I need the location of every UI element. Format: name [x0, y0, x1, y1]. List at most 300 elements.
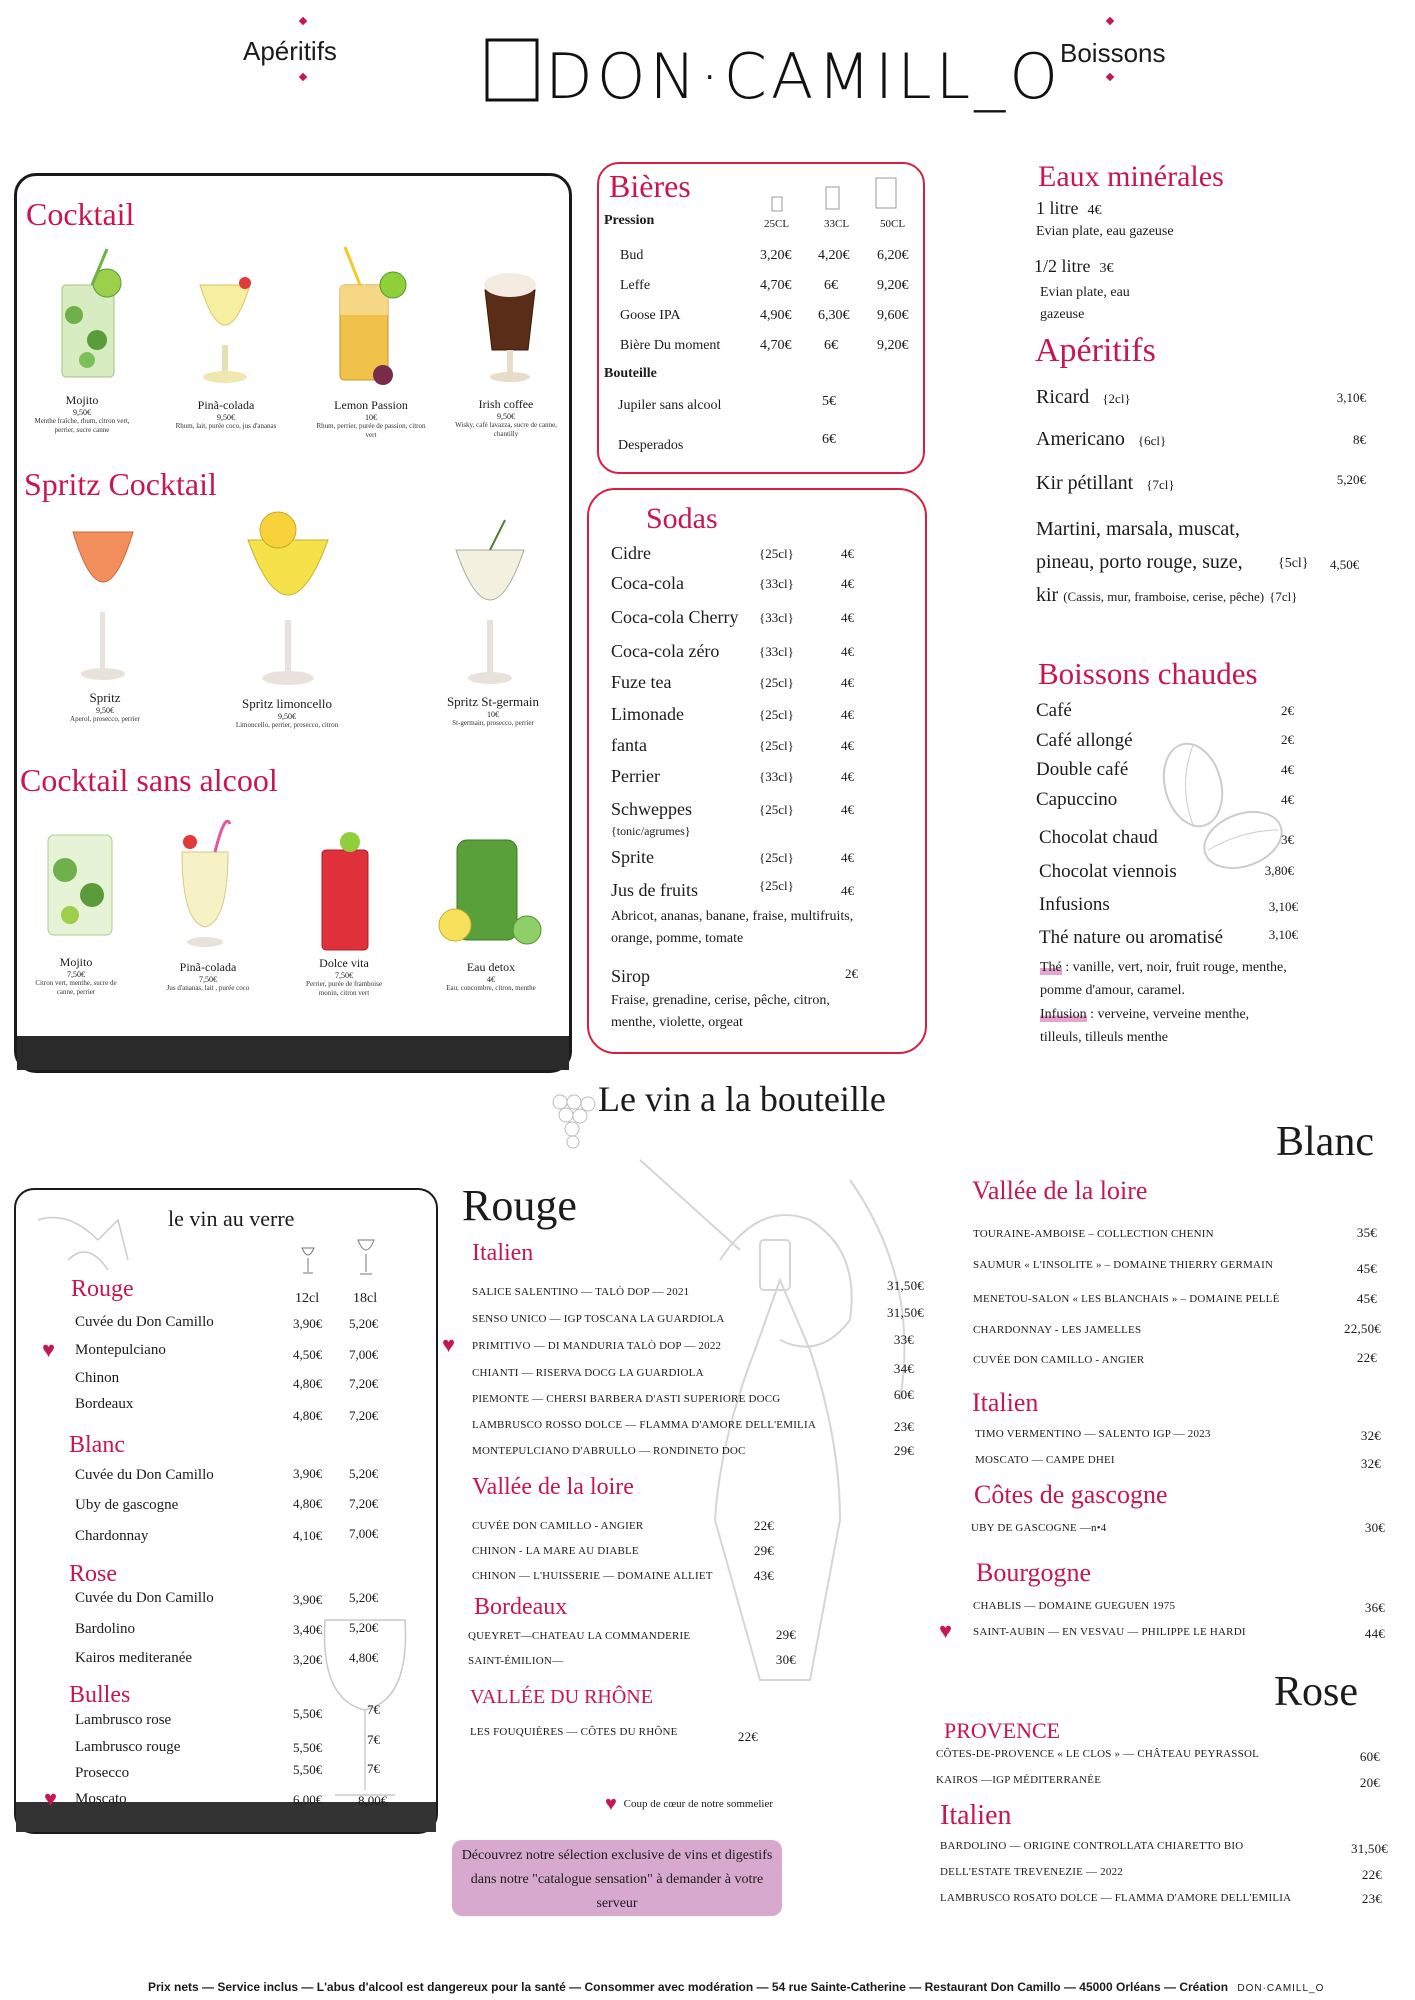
wine-name: TIMO VERMENTINO — SALENTO IGP — 2023 — [975, 1428, 1211, 1440]
soda-price: 4€ — [841, 546, 854, 561]
beer-price: 4,90€ — [760, 308, 792, 323]
soda-name: Coca-cola Cherry — [611, 607, 739, 627]
wine-row — [973, 1259, 1381, 1293]
wine-name: Cuvée du Don Camillo — [75, 1467, 214, 1483]
wine-name: CÔTES-DE-PROVENCE « LE CLOS » — CHÂTEAU PEYRASSOL — [936, 1748, 1260, 1760]
aperitif-price: 3,10€ — [1336, 390, 1366, 405]
bottle-price: 5€ — [822, 394, 836, 409]
soda-name: fanta — [611, 735, 647, 755]
price-18: 7,00€ — [349, 1526, 379, 1541]
wine-price: 29€ — [775, 1627, 796, 1642]
spritz-st-germain-illustration — [450, 520, 530, 690]
col-18cl: 18cl — [353, 1291, 378, 1306]
verre-row — [40, 1528, 400, 1558]
price-12: 3,20€ — [293, 1652, 323, 1667]
beer-name: Goose IPA — [620, 308, 681, 323]
drink-name: Pinã-colada — [179, 960, 237, 974]
drink-price: 9,50€ — [217, 413, 235, 422]
hot-drink-price: 3,80€ — [1264, 863, 1294, 878]
drink-desc: Wisky, café lavazza, sucre de canne, chantilly — [455, 421, 557, 439]
aperitif-name: Kir pétillant — [1036, 472, 1134, 494]
wine-price: 43€ — [753, 1568, 774, 1583]
wine-name: Moscato — [75, 1791, 127, 1807]
the-label: Thé — [1040, 960, 1062, 975]
drink-name: Mojito — [59, 955, 93, 969]
soda-name: Limonade — [611, 704, 684, 724]
beer-price: 4,20€ — [818, 248, 850, 263]
wine-row — [940, 1840, 1388, 1866]
beer-price: 9,20€ — [877, 278, 909, 293]
pression-label: Pression — [604, 213, 655, 228]
verre-row — [40, 1732, 400, 1765]
verre-row — [40, 1314, 400, 1342]
wine-price: 29€ — [893, 1443, 914, 1458]
beer-glass-icon — [824, 185, 844, 211]
verre-row — [40, 1337, 400, 1370]
soda-name: Coca-cola — [611, 573, 684, 593]
beer-row — [620, 308, 920, 338]
drink-desc: Eau, concombre, citron, menthe — [446, 984, 536, 992]
drink-desc: Limoncello, perrier, prosecco, citron — [235, 721, 339, 729]
price-12: 5,50€ — [293, 1762, 323, 1777]
spritz-item — [40, 690, 170, 724]
infusion-desc — [1040, 1003, 1290, 1049]
header-dot — [299, 17, 307, 25]
soda-size: {25cl} — [759, 878, 794, 893]
verre-group-blanc: Blanc — [69, 1432, 125, 1458]
wine-name: Prosecco — [75, 1765, 130, 1781]
price-12: 3,90€ — [293, 1592, 323, 1607]
beer-price: 6€ — [824, 278, 838, 293]
wine-row — [975, 1428, 1381, 1454]
wine-price: 45€ — [1356, 1291, 1377, 1306]
wine-row — [973, 1225, 1381, 1259]
soda-price: 4€ — [841, 802, 854, 817]
wine-row — [468, 1627, 796, 1655]
soda-price: 4€ — [841, 883, 854, 898]
beer-name: Bière Du moment — [620, 338, 721, 353]
footer — [148, 1980, 1324, 1994]
verre-row — [40, 1497, 400, 1528]
cocktail-item — [316, 398, 426, 441]
drink-desc: Jus d'ananas, lait , purée coco — [166, 984, 250, 992]
kir-size: {7cl} — [1269, 589, 1298, 604]
soda-name: Jus de fruits — [611, 880, 698, 900]
blanc-loire-title: Vallée de la loire — [972, 1176, 1148, 1205]
eau-1l-price: 4€ — [1087, 203, 1102, 218]
drink-name: Spritz — [89, 690, 121, 705]
wine-price: 32€ — [1360, 1456, 1381, 1471]
beer-price: 6,20€ — [877, 248, 909, 263]
wine-price: 60€ — [1359, 1749, 1380, 1764]
verre-rows-bulles — [40, 1702, 400, 1819]
rose-provence-list — [936, 1748, 1380, 1800]
wine-row — [470, 1726, 758, 1751]
wine-row — [973, 1350, 1381, 1384]
wine-name: Cuvée du Don Camillo — [75, 1314, 214, 1330]
hot-drink-row — [1036, 927, 1298, 957]
beer-row — [620, 248, 920, 278]
verre-rows-blanc — [40, 1467, 400, 1558]
verre-row — [40, 1702, 400, 1739]
cocktail-item — [34, 393, 130, 436]
aperitif-name: Americano — [1036, 428, 1125, 450]
bieres-title: Bières — [609, 168, 691, 204]
aperitif-row — [1036, 386, 1366, 414]
beer-price: 4,70€ — [760, 278, 792, 293]
logo — [485, 36, 1062, 113]
eaux-title: Eaux minérales — [1038, 160, 1224, 193]
mojito-illustration — [52, 245, 124, 385]
size-33: 33CL — [824, 218, 850, 230]
chaudes-title: Boissons chaudes — [1038, 656, 1258, 691]
drink-name: Spritz St-germain — [446, 694, 540, 709]
wine-price: 45€ — [1356, 1261, 1377, 1276]
wine-name: Montepulciano — [75, 1342, 166, 1358]
bottle-name: Desperados — [618, 438, 684, 453]
heart-icon: ♥ — [44, 1786, 58, 1811]
eau-half-desc: Evian plate, eau gazeuse — [1040, 285, 1130, 322]
rouge-loire-list — [472, 1520, 774, 1595]
price-18: 7€ — [367, 1732, 380, 1747]
hot-drinks-list — [1036, 700, 1298, 957]
wine-row — [472, 1278, 924, 1313]
heart-icon: ♥ — [42, 1337, 56, 1362]
aperitifs-title: Apéritifs — [1035, 332, 1156, 369]
wine-name: TOURAINE-AMBOISE – COLLECTION CHENIN — [973, 1228, 1214, 1240]
soda-row — [611, 641, 911, 672]
the-desc — [1040, 956, 1290, 1002]
hot-drink-name: Café — [1036, 700, 1072, 721]
hot-drink-row — [1036, 894, 1298, 927]
beer-row — [620, 278, 920, 308]
price-12: 4,50€ — [293, 1347, 323, 1362]
wine-glass-12cl-icon — [300, 1246, 316, 1276]
soda-row — [611, 880, 911, 906]
drink-desc: Rhum, perrier, purée de passion, citron vert — [316, 422, 426, 440]
rouge-italien-list — [442, 1278, 924, 1471]
soda-size: {25cl} — [759, 675, 794, 690]
wine-name: CHINON — L'HUISSERIE — DOMAINE ALLIET — [472, 1570, 713, 1582]
soda-size: {25cl} — [759, 802, 794, 817]
price-12: 5,50€ — [293, 1706, 323, 1721]
drink-price: 10€ — [365, 413, 377, 422]
price-18: 8,00€ — [358, 1793, 388, 1808]
rose-italien-list — [940, 1840, 1388, 1918]
kir-desc: (Cassis, mur, framboise, cerise, pêche) — [1063, 589, 1265, 604]
price-18: 4,80€ — [349, 1650, 379, 1665]
drink-name: Pinã-colada — [197, 398, 255, 412]
rose-title: Rose — [1274, 1669, 1358, 1715]
soda-size: {25cl} — [759, 546, 794, 561]
wine-price: 31,50€ — [1351, 1841, 1388, 1856]
soda-price: 4€ — [841, 738, 854, 753]
wine-name: Bardolino — [75, 1621, 135, 1637]
aperitif-row — [1036, 472, 1366, 500]
spritz-item — [428, 694, 558, 728]
logo-text: DON·CAMILL_O — [545, 40, 1062, 113]
hot-drink-price: 3,10€ — [1268, 927, 1298, 942]
wine-name: CHARDONNAY - LES JAMELLES — [973, 1324, 1142, 1336]
blanc-loire-list — [973, 1225, 1381, 1384]
wine-row — [975, 1454, 1381, 1480]
rose-provence-title: PROVENCE — [944, 1718, 1061, 1743]
beer-glass-icon — [770, 195, 786, 213]
heart-icon: ♥ — [939, 1618, 953, 1643]
cocktail-item — [448, 397, 564, 440]
drink-name: Mojito — [65, 393, 99, 407]
heart-icon: ♥ — [605, 1793, 617, 1815]
wine-row — [936, 1748, 1380, 1774]
sirop-desc: Fraise, grenadine, cerise, pêche, citron, menthe, violette, orgeat — [611, 993, 830, 1030]
verre-group-rose: Rose — [69, 1561, 117, 1587]
hot-drink-name: Infusions — [1039, 894, 1110, 915]
aperitif-multi-2: pineau, porto rouge, suze, — [1036, 551, 1243, 573]
eau-detox-illustration — [435, 820, 545, 950]
wine-price: 23€ — [893, 1419, 914, 1434]
wine-name: SAINT-AUBIN — EN VESVAU — PHILIPPE LE HARDI — [973, 1626, 1246, 1638]
wine-row — [472, 1520, 774, 1545]
drink-desc: Aperol, prosecco, perrier — [70, 715, 140, 723]
soda-row — [611, 607, 911, 641]
hot-drink-price: 4€ — [1281, 762, 1294, 777]
the-text: : vanille, vert, noir, fruit rouge, menthe, pomme d'amour, caramel. — [1040, 960, 1287, 998]
cocktail-item — [174, 398, 278, 431]
aperitif-size: {7cl} — [1146, 477, 1175, 492]
price-12: 4,10€ — [293, 1528, 323, 1543]
infusion-label: Infusion — [1040, 1007, 1087, 1022]
wine-price: 32€ — [1360, 1428, 1381, 1443]
verre-row — [40, 1396, 400, 1424]
soda-size: {25cl} — [759, 738, 794, 753]
wine-price: 36€ — [1364, 1600, 1385, 1615]
wine-name: CUVÉE DON CAMILLO - ANGIER — [472, 1520, 644, 1532]
blanc-gascogne-title: Côtes de gascogne — [974, 1480, 1168, 1509]
wine-row — [936, 1774, 1380, 1800]
verre-row — [40, 1761, 400, 1791]
wine-name: SAUMUR « L'INSOLITE » – DOMAINE THIERRY GERMAIN — [973, 1259, 1274, 1271]
footer-text: Prix nets — Service inclus — L'abus d'alcool est dangereux pour la santé — Consommer avec modération — 54 rue Sainte-Catherine — Restaurant Don Camillo — 45000 Orléans — Création — [148, 1980, 1229, 1994]
rouge-title: Rouge — [462, 1181, 577, 1230]
wine-price: 30€ — [1364, 1520, 1385, 1535]
soda-name: Fuze tea — [611, 672, 672, 692]
beer-price: 6€ — [824, 338, 838, 353]
soda-name: Coca-cola zéro — [611, 641, 720, 661]
wine-name: KAIROS —IGP MÉDITERRANÉE — [936, 1774, 1102, 1786]
wine-name: PIEMONTE — CHERSI BARBERA D'ASTI SUPERIORE DOCG — [472, 1393, 781, 1405]
price-18: 5,20€ — [349, 1590, 379, 1605]
wine-name: LAMBRUSCO ROSATO DOLCE — FLAMMA D'AMORE DELL'EMILIA — [940, 1892, 1292, 1904]
wine-name: LAMBRUSCO ROSSO DOLCE — FLAMMA D'AMORE DELL'EMILIA — [472, 1419, 816, 1431]
price-12: 6,00€ — [293, 1792, 323, 1807]
verre-title: le vin au verre — [168, 1206, 295, 1231]
wine-price: 22€ — [1361, 1867, 1382, 1882]
wine-price: 60€ — [893, 1387, 914, 1402]
verre-group-bulles: Bulles — [69, 1682, 131, 1708]
blanc-title: Blanc — [1276, 1119, 1374, 1165]
blanc-bourgogne-title: Bourgogne — [976, 1558, 1092, 1587]
panel-footer — [17, 1036, 569, 1070]
beer-price: 9,60€ — [877, 308, 909, 323]
hot-drink-price: 3,10€ — [1268, 899, 1298, 914]
beer-rows — [620, 248, 920, 368]
aperitif-multi-size: {5cl} — [1278, 556, 1309, 571]
soda-row — [611, 799, 911, 817]
wine-price: 23€ — [1361, 1891, 1382, 1906]
wine-name: CHABLIS — DOMAINE GUEGUEN 1975 — [973, 1600, 1176, 1612]
header-dot — [1106, 73, 1114, 81]
soda-price: 4€ — [841, 769, 854, 784]
hot-drink-row — [1036, 730, 1294, 759]
drink-price: 7,50€ — [335, 971, 353, 980]
soda-price: 4€ — [841, 644, 854, 659]
eau-half-price: 3€ — [1099, 261, 1114, 276]
beer-price: 6,30€ — [818, 308, 850, 323]
rose-italien-title: Italien — [940, 1800, 1012, 1831]
beer-row — [620, 338, 920, 368]
eau-half-label: 1/2 litre — [1034, 256, 1091, 276]
eau-1l — [1036, 198, 1102, 219]
wine-glass-18cl-icon — [356, 1238, 376, 1278]
wine-row — [472, 1545, 774, 1570]
soda-size: {33cl} — [759, 576, 794, 591]
drink-name: Irish coffee — [478, 397, 534, 411]
drink-name: Dolce vita — [319, 956, 369, 970]
drink-price: 7,50€ — [67, 970, 85, 979]
wine-row — [472, 1305, 924, 1340]
drink-desc: Menthe fraîche, rhum, citron vert, perrier, sucre canne — [34, 417, 130, 435]
aperitif-row — [1036, 428, 1366, 456]
wine-name: PRIMITIVO — DI MANDURIA TALÒ DOP — 2022 — [472, 1340, 722, 1352]
drink-name: Spritz limoncello — [242, 696, 332, 711]
wine-name: Chinon — [75, 1370, 120, 1386]
coeur-legend — [605, 1794, 773, 1814]
wine-price: 44€ — [1364, 1626, 1385, 1641]
pina-colada-illustration — [190, 265, 260, 390]
wine-row — [468, 1652, 796, 1680]
header-boissons[interactable]: Boissons — [1060, 38, 1166, 68]
price-18: 7,00€ — [349, 1347, 379, 1362]
lemon-passion-illustration — [325, 245, 410, 390]
price-18: 7,20€ — [349, 1408, 379, 1423]
soda-size: {33cl} — [759, 644, 794, 659]
rouge-rhone-title: VALLÉE DU RHÔNE — [470, 1686, 653, 1708]
hot-drink-name: Café allongé — [1036, 730, 1133, 751]
aperitif-price: 8€ — [1353, 432, 1366, 447]
wine-name: BARDOLINO — ORIGINE CONTROLLATA CHIARETTO BIO — [940, 1840, 1244, 1852]
soda-size: {33cl} — [759, 769, 794, 784]
wine-row — [973, 1600, 1385, 1626]
price-12: 3,40€ — [293, 1622, 323, 1637]
rouge-rhone-list — [470, 1726, 758, 1751]
wine-name: MENETOU-SALON « LES BLANCHAIS » – DOMAINE PELLÉ — [973, 1293, 1280, 1305]
hot-drink-row — [1036, 789, 1294, 827]
aperitif-multi-1: Martini, marsala, muscat, — [1036, 518, 1240, 540]
wine-name: Kairos mediteranée — [75, 1650, 193, 1666]
wine-name: Uby de gascogne — [75, 1497, 179, 1513]
bouteille-label: Bouteille — [604, 366, 657, 381]
blanc-italien-title: Italien — [972, 1388, 1039, 1417]
soda-name: Cidre — [611, 543, 651, 563]
soda-row — [611, 704, 911, 735]
dolce-vita-illustration — [310, 820, 380, 955]
wine-name: Bordeaux — [75, 1396, 134, 1412]
sirop-row — [611, 966, 911, 990]
soda-name: Sprite — [611, 847, 654, 867]
wine-row — [940, 1866, 1388, 1892]
beer-price: 4,70€ — [760, 338, 792, 353]
wine-name: SALICE SALENTINO — TALÒ DOP — 2021 — [472, 1286, 690, 1298]
wine-name: MOSCATO — CAMPE DHEI — [975, 1454, 1115, 1466]
hot-drink-row — [1036, 827, 1294, 861]
wine-row — [971, 1522, 1385, 1548]
wine-name: SAINT-ÉMILION— — [468, 1655, 564, 1667]
beer-name: Bud — [620, 248, 644, 263]
eau-1l-label: 1 litre — [1036, 198, 1079, 218]
soda-size: {25cl} — [759, 707, 794, 722]
price-12: 3,90€ — [293, 1316, 323, 1331]
wine-price: 22€ — [1356, 1350, 1377, 1365]
wine-name: MONTEPULCIANO D'ABRULLO — RONDINETO DOC — [472, 1445, 746, 1457]
sans-alcool-item — [432, 960, 550, 993]
drink-price: 10€ — [487, 710, 499, 719]
hot-drink-row — [1036, 759, 1294, 789]
grape-illustration — [540, 1082, 602, 1162]
drink-name: Eau detox — [466, 960, 516, 974]
aperitif-price: 5,20€ — [1336, 472, 1366, 487]
cocktail-title: Cocktail — [26, 196, 135, 232]
soda-row — [611, 766, 911, 799]
verre-row — [40, 1786, 400, 1819]
wine-name: LES FOUQUIÈRES — CÔTES DU RHÔNE — [470, 1726, 678, 1738]
price-12: 5,50€ — [293, 1740, 323, 1755]
size-50: 50CL — [880, 218, 906, 230]
virgin-pina-illustration — [170, 812, 240, 957]
soda-row — [611, 847, 911, 880]
beer-price: 9,20€ — [877, 338, 909, 353]
blanc-gascogne-list — [971, 1522, 1385, 1548]
soda-row — [611, 573, 911, 607]
wine-row — [472, 1419, 924, 1445]
soda-price: 4€ — [841, 610, 854, 625]
sirop-price: 2€ — [845, 966, 858, 981]
price-12: 3,90€ — [293, 1466, 323, 1481]
wine-name: Chardonnay — [75, 1528, 149, 1544]
soda-price: 4€ — [841, 576, 854, 591]
verre-row — [40, 1467, 400, 1497]
header-dot — [1106, 17, 1114, 25]
wine-row — [472, 1445, 924, 1471]
hot-drink-price: 4€ — [1281, 792, 1294, 807]
header-aperitifs[interactable]: Apéritifs — [243, 36, 337, 66]
size-25: 25CL — [764, 218, 790, 230]
price-18: 5,20€ — [349, 1316, 379, 1331]
hot-drink-name: Chocolat chaud — [1039, 827, 1158, 848]
eau-half — [1034, 256, 1114, 277]
hot-drink-row — [1036, 700, 1294, 730]
wine-row — [973, 1293, 1381, 1324]
rouge-loire-title: Vallée de la loire — [472, 1474, 634, 1500]
aperitif-kir — [1036, 584, 1298, 607]
hot-drink-name: Chocolat viennois — [1039, 861, 1177, 882]
sans-alcool-title: Cocktail sans alcool — [20, 762, 278, 798]
wine-row — [472, 1387, 924, 1419]
verre-group-rouge: Rouge — [71, 1276, 134, 1302]
wine-row — [472, 1570, 774, 1595]
beer-glass-icon — [874, 176, 904, 210]
wine-price: 33€ — [893, 1332, 914, 1347]
sodas-title: Sodas — [646, 502, 718, 535]
